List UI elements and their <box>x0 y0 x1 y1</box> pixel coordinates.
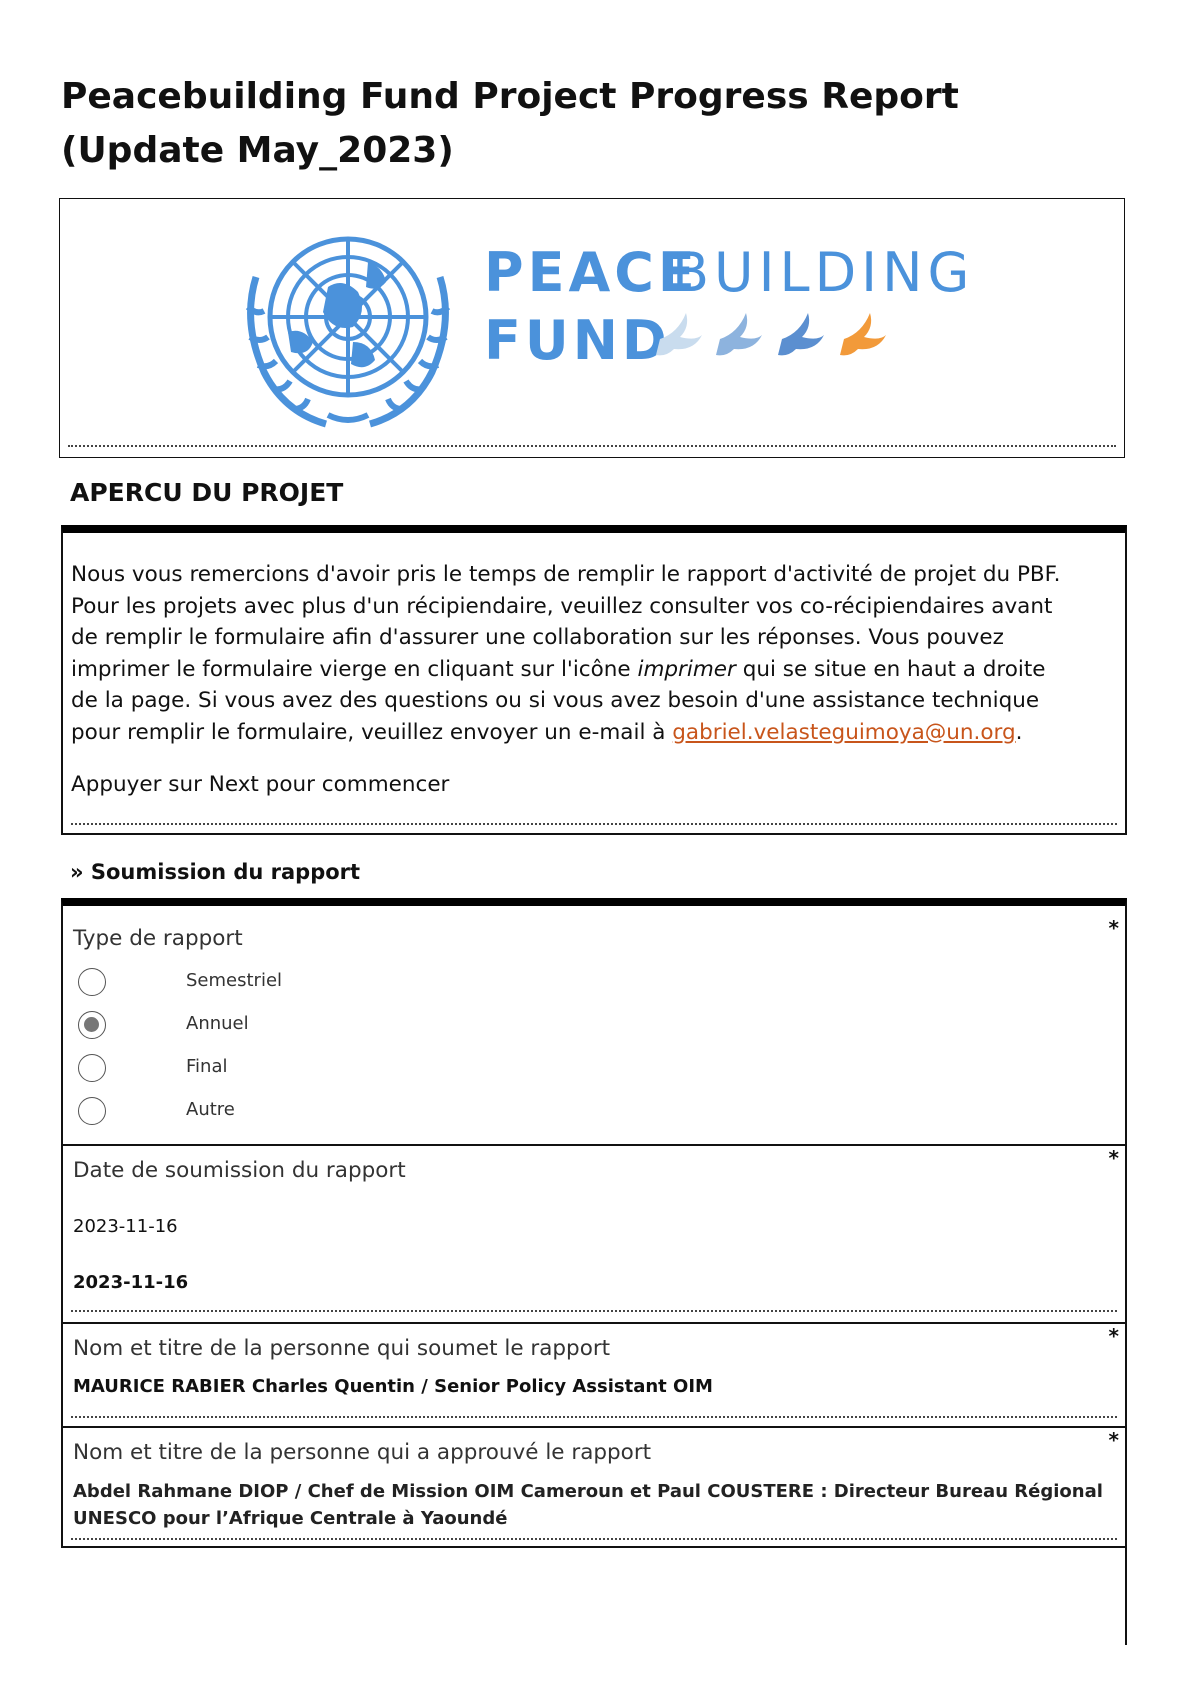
submission-date-field[interactable]: 2023-11-16 <box>73 1216 178 1237</box>
submitter-question <box>61 1322 1127 1428</box>
overview-panel <box>61 525 1127 835</box>
radio-button[interactable] <box>78 1054 106 1082</box>
divider <box>71 823 1117 825</box>
required-mark: * <box>1108 1146 1119 1170</box>
intro-emphasis: imprimer <box>637 656 736 682</box>
intro-text-part: Nous vous remercions d'avoir pris le temps de remplir le rapport d'activité de projet du PBF. Pour les projets avec plus d'un récipiendaire, veuillez consulter vos co-récipiendaires avant de remplir le formulaire afin d'assurer une collaboration sur les réponses. Vous pouvez imprimer le formulaire vierge en cliquant sur l'icône <box>71 562 1061 682</box>
section-heading-overview: APERCU DU PROJET <box>70 478 344 507</box>
un-emblem-icon <box>248 239 448 424</box>
submitter-value: MAURICE RABIER Charles Quentin / Senior Policy Assistant OIM <box>73 1376 713 1397</box>
peacebuilding-fund-logo <box>60 199 1126 439</box>
report-type-label: Type de rapport <box>73 926 243 951</box>
page-title: Peacebuilding Fund Project Progress Report (Update May_2023) <box>61 76 959 171</box>
divider <box>71 1538 1117 1540</box>
required-mark: * <box>1108 916 1119 940</box>
submitter-label: Nom et titre de la personne qui soumet le rapport <box>73 1336 611 1361</box>
required-mark: * <box>1108 1428 1119 1452</box>
support-email-link[interactable]: gabriel.velasteguimoya@un.org <box>672 719 1016 745</box>
radio-button-selected[interactable] <box>78 1011 106 1039</box>
approver-value: Abdel Rahmane DIOP / Chef de Mission OIM Cameroun et Paul COUSTERE : Directeur Bureau Régional UNESCO pour l’Afrique Centrale à Yaoundé <box>73 1481 1103 1529</box>
intro-text-end: . <box>1015 719 1023 745</box>
page-edge-rule <box>1125 1545 1127 1645</box>
radio-label: Final <box>186 1056 228 1077</box>
submission-date-value: 2023-11-16 <box>73 1272 189 1293</box>
section-heading-submission: » Soumission du rapport <box>70 860 361 884</box>
divider <box>71 1416 1117 1418</box>
dove-icon <box>840 313 886 355</box>
intro-text <box>71 559 1071 801</box>
logo-box <box>59 198 1125 458</box>
intro-paragraph <box>71 559 1071 748</box>
radio-button[interactable] <box>78 1097 106 1125</box>
start-instruction: Appuyer sur Next pour commencer <box>71 772 450 797</box>
submission-date-question <box>61 1144 1127 1324</box>
radio-label: Semestriel <box>186 970 283 991</box>
logo-word-building: BUILDING <box>672 241 975 304</box>
logo-word-fund: FUND <box>484 309 671 372</box>
dove-icon <box>716 313 762 355</box>
submission-date-label: Date de soumission du rapport <box>73 1158 406 1183</box>
intro-text-part: qui se situe en haut a droite de la page. Si vous avez des questions ou si vous avez besoin d'une assistance technique pour remplir le formulaire, veuillez envoyer un e-mail à <box>71 656 1046 745</box>
report-type-question <box>61 898 1127 1146</box>
logo-word-peace: PEACE <box>484 241 699 304</box>
dove-icon <box>778 313 824 355</box>
divider <box>71 1310 1117 1312</box>
required-mark: * <box>1108 1324 1119 1348</box>
approver-question <box>61 1426 1127 1548</box>
divider <box>68 445 1116 447</box>
radio-button[interactable] <box>78 968 106 996</box>
radio-label: Autre <box>186 1099 235 1120</box>
approver-label: Nom et titre de la personne qui a approuvé le rapport <box>73 1440 652 1465</box>
radio-label: Annuel <box>186 1013 249 1034</box>
